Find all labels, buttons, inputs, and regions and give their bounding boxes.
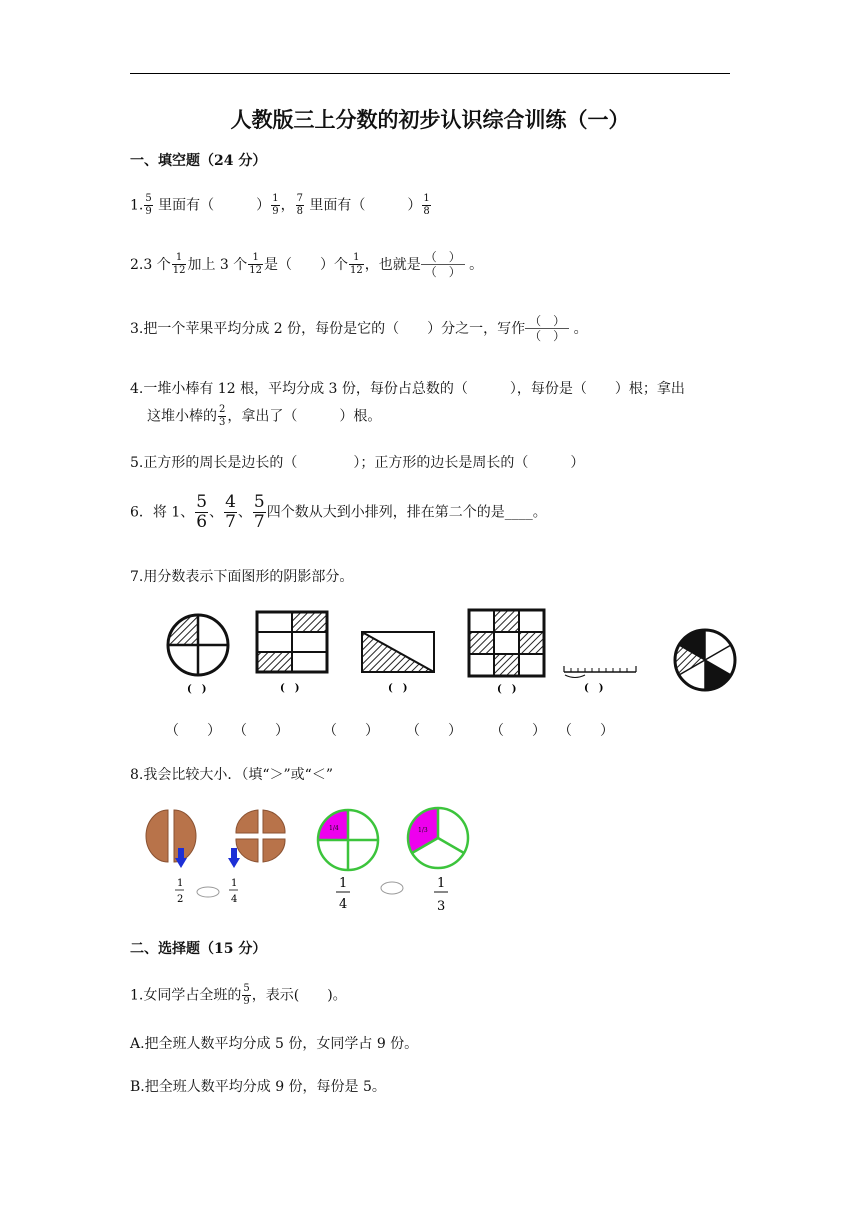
figure-ruler [564, 666, 636, 678]
fraction-numerator: 5 [243, 983, 250, 994]
fraction-denominator: 3 [219, 417, 226, 428]
section-2-heading: 二、选择题（15 分） [130, 941, 267, 957]
fraction-numerator: 1 [339, 876, 348, 891]
figure-circle-quarters [168, 615, 228, 675]
fraction-numerator: 1 [349, 253, 364, 265]
fraction-denominator: 12 [350, 265, 363, 277]
bread-halves-image [146, 810, 196, 868]
question-7: 7.用分数表示下面图形的阴影部分。 [130, 569, 354, 585]
page-title: 人教版三上分数的初步认识综合训练（一） [230, 107, 630, 132]
top-rule [130, 73, 730, 74]
fraction [422, 194, 430, 217]
fraction-numerator: 5 [253, 492, 265, 512]
shaded-figures [150, 600, 750, 700]
figure-blank: ( ) [388, 683, 408, 694]
fraction [296, 194, 304, 217]
choice-question-1: 1.女同学占全班的 $\frac{5}{9}$ ，表示( )。 [130, 983, 347, 1007]
fraction-denominator: （ ） [529, 329, 566, 344]
compare-circle-2[interactable] [381, 882, 403, 894]
fraction-denominator: 6 [196, 512, 208, 532]
fraction-numerator: 1 [423, 193, 430, 204]
question-5: 5.正方形的周长是边长的（ ）；正方形的边长是周长的（ ） [130, 455, 585, 471]
question-1: 1. $\frac{5}{9}$ 里面有（ ） $\frac{1}{9}$ ， $\frac{7}{8}$ 里面有（ ） $\frac{1}{8}$ [130, 193, 430, 217]
fraction-numerator: （ ） [421, 250, 465, 265]
question-4-line-2: 这堆小棒的 $\frac{2}{3}$ ，拿出了（ ）根。 [147, 404, 382, 428]
fraction-denominator: 3 [437, 899, 446, 914]
fraction-numerator: 1 [231, 878, 238, 889]
fraction-numerator: 7 [296, 193, 303, 204]
compare-circle-1[interactable] [197, 887, 219, 897]
circle-third-image [408, 808, 468, 868]
answer-blank-6[interactable]: （ ） [558, 723, 614, 739]
figure-blank: ( ) [584, 683, 604, 694]
fraction-denominator: 12 [172, 265, 186, 277]
figure-blank: ( ) [187, 684, 207, 695]
fraction [172, 253, 187, 276]
figure-rectangle-diagonal [362, 632, 434, 672]
fraction-denominator: 12 [249, 265, 262, 277]
fraction-numerator: 1 [248, 253, 263, 265]
figure-blank: ( ) [497, 684, 517, 695]
fraction-numerator: 4 [225, 492, 236, 512]
fraction-numerator: 1 [437, 876, 446, 891]
fraction-denominator: 4 [231, 894, 238, 905]
question-2: 2.3 个 $\frac{1}{12}$ 加上 3 个 $\frac{1}{12}$ 是（ ）个 $\frac{1}{12}$ ，也就是 （ ） （ ） 。 [130, 250, 484, 280]
fraction-denominator: 9 [145, 206, 152, 217]
answer-blank-1[interactable]: （ ） [165, 723, 221, 739]
option-a[interactable]: A.把全班人数平均分成 5 份，女同学占 9 份。 [130, 1036, 419, 1052]
answer-blank-5[interactable]: （ ） [490, 723, 546, 739]
fraction [271, 194, 279, 217]
figure-blank: ( ) [280, 683, 300, 694]
answer-blank-4[interactable]: （ ） [406, 723, 462, 739]
quarter-label: 1/4 [329, 825, 339, 832]
fraction-denominator: 8 [423, 206, 430, 217]
figure-grid-2x3 [257, 612, 327, 672]
fraction-denominator: 9 [243, 996, 250, 1007]
fraction-denominator: 4 [339, 897, 348, 912]
question-6: 6．将 1、 $\frac{5}{6}$ 、 $\frac{4}{7}$ 、 $\frac{5}{7}$ 四个数从大到小排列，排在第二个的是____。 [130, 492, 547, 532]
circle-quarter-image [318, 810, 378, 870]
fraction-denominator: 7 [225, 512, 236, 532]
blank-fraction[interactable] [525, 314, 569, 344]
fraction [195, 494, 208, 531]
third-label: 1/3 [418, 827, 428, 834]
fraction-numerator: 2 [219, 404, 226, 415]
fraction [248, 253, 263, 276]
option-b[interactable]: B.把全班人数平均分成 9 份，每份是 5。 [130, 1079, 386, 1095]
fraction [242, 984, 250, 1007]
figure-circle-sixths [675, 630, 735, 690]
compare-images [130, 800, 480, 918]
fraction-numerator: 5 [145, 193, 152, 204]
fraction-numerator: 1 [272, 193, 279, 204]
fraction-denominator: 8 [296, 206, 303, 217]
fraction-numerator: （ ） [525, 314, 569, 329]
fraction-numerator: 1 [177, 878, 184, 889]
blank-fraction[interactable] [421, 250, 465, 280]
fraction-numerator: 5 [196, 492, 208, 512]
fraction [349, 253, 364, 276]
figure-grid-3x3 [469, 610, 544, 676]
fraction [253, 494, 266, 531]
fraction [218, 405, 226, 428]
question-3: 3.把一个苹果平均分成 2 份，每份是它的（ ）分之一，写作 （ ） （ ） 。 [130, 314, 588, 344]
fraction [144, 194, 152, 217]
fraction-denominator: （ ） [424, 265, 461, 280]
fraction-denominator: 2 [177, 894, 184, 905]
question-8: 8.我会比较大小．（填“＞”或“＜” [130, 767, 333, 783]
fraction-denominator: 9 [272, 206, 279, 217]
question-4-line-1: 4.一堆小棒有 12 根，平均分成 3 份，每份占总数的（ ），每份是（ ）根；拿出 [130, 381, 685, 397]
fraction [224, 494, 237, 531]
bread-quarters-image [228, 810, 285, 868]
section-1-heading: 一、填空题（24 分） [130, 153, 267, 169]
answer-blank-2[interactable]: （ ） [233, 723, 289, 739]
answer-blank-3[interactable]: （ ） [323, 723, 379, 739]
fraction-numerator: 1 [172, 253, 187, 265]
fraction-denominator: 7 [253, 512, 265, 532]
